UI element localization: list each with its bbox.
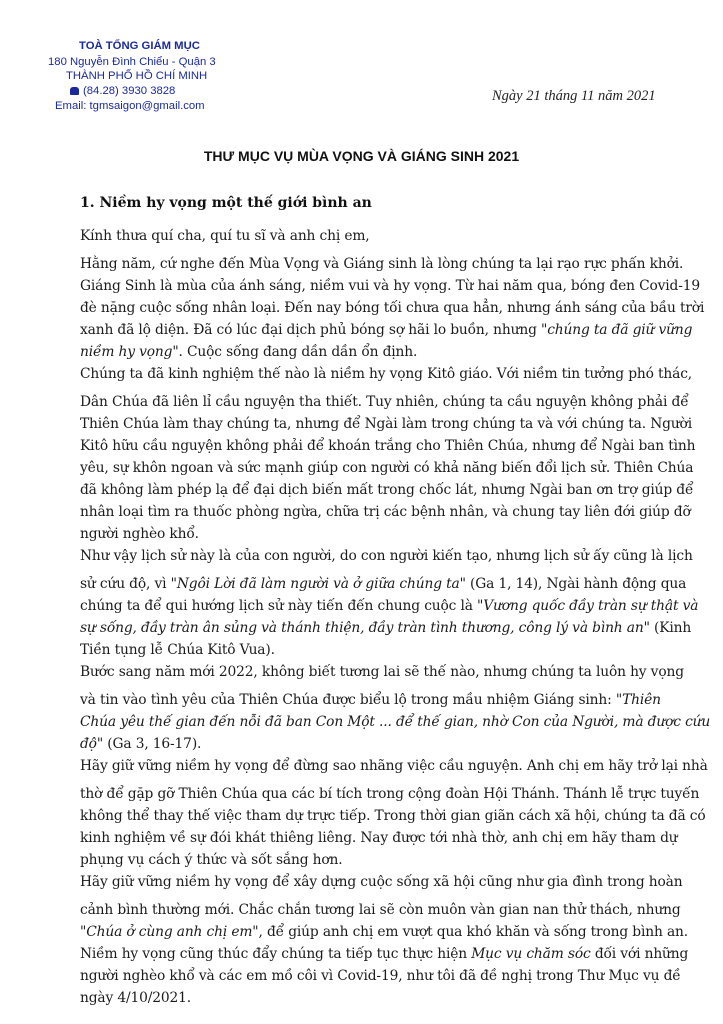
body-line bbox=[80, 228, 370, 244]
header-email: Email: tgmsaigon@gmail.com bbox=[55, 100, 205, 112]
text-run: ". Cuộc sống đang dần dần ổn định. bbox=[172, 344, 418, 360]
body-line bbox=[80, 460, 693, 476]
body-line bbox=[80, 256, 683, 272]
body-line bbox=[80, 642, 275, 658]
body-line bbox=[80, 344, 417, 360]
body-line bbox=[80, 526, 199, 542]
body-line bbox=[80, 736, 201, 752]
text-run: không thể thay thế việc tham dự trực tiếp. Trong thời gian giãn cách xã hội, chúng ta đã có bbox=[80, 808, 706, 824]
body-line bbox=[80, 924, 688, 940]
header-address-city: THÀNH PHỐ HỒ CHÍ MINH bbox=[66, 70, 208, 82]
text-run: cảnh bình thường mới. Chắc chắn tương lai sẽ còn muôn vàn gian nan thử thách, nhưng bbox=[80, 902, 681, 918]
italic-text: Mục vụ chăm sóc bbox=[471, 946, 591, 962]
italic-text: sự sống, đầy tràn ân sủng và thánh thiện, đầy tràn tình thương, công lý và bình an bbox=[80, 620, 644, 636]
header-org: TOÀ TỔNG GIÁM MỤC bbox=[79, 40, 200, 52]
letter-title: THƯ MỤC VỤ MÙA VỌNG VÀ GIÁNG SINH 2021 bbox=[203, 148, 520, 164]
body-line bbox=[80, 968, 681, 984]
text-run: xanh đã lộ diện. Đã có lúc đại dịch phủ bóng sợ hãi lo buồn, nhưng " bbox=[80, 322, 548, 338]
body-line bbox=[80, 548, 693, 564]
body-line bbox=[80, 830, 678, 846]
body-line bbox=[80, 902, 681, 918]
body-line bbox=[80, 874, 682, 890]
text-run: chúng ta để qui hướng lịch sử này tiến đến chung cuộc là " bbox=[80, 598, 484, 614]
text-run: người nghèo khổ và các em mồ côi vì Covid-19, như tôi đã đề nghị trong Thư Mục vụ đề bbox=[80, 968, 681, 984]
body-line bbox=[80, 808, 706, 824]
body-line bbox=[80, 786, 699, 802]
text-run: người nghèo khổ. bbox=[80, 526, 199, 542]
text-run: yêu, sự khôn ngoan và sức mạnh giúp con người có khả năng biến đổi lịch sử. Thiên Chúa bbox=[80, 460, 694, 476]
text-run: phụng vụ cách ý thức và sốt sắng hơn. bbox=[80, 852, 343, 868]
text-run: Kính thưa quí cha, quí tu sĩ và anh chị em, bbox=[80, 228, 370, 244]
text-run: " bbox=[80, 924, 87, 940]
italic-text: Chúa yêu thế gian đến nỗi đã ban Con Một ... để thế gian, nhờ Con của Người, mà được cứu bbox=[80, 714, 711, 730]
body-line bbox=[80, 482, 693, 498]
text-run: Niềm hy vọng cũng thúc đẩy chúng ta tiếp tục thực hiện bbox=[80, 946, 472, 962]
text-run: " (Ga 1, 14), Ngài hành động qua bbox=[459, 576, 687, 592]
text-run: đè nặng cuộc sống nhân loại. Đến nay bóng tối chưa qua hẳn, nhưng ánh sáng của bầu trời bbox=[80, 300, 705, 316]
italic-text: niềm hy vọng bbox=[80, 344, 173, 360]
phone-icon bbox=[70, 87, 79, 95]
text-run: Chúng ta đã kinh nghiệm thế nào là niềm hy vọng Kitô giáo. Với niềm tin tưởng phó thác, bbox=[80, 366, 693, 382]
text-run: ngày 4/10/2021. bbox=[80, 990, 192, 1006]
text-run: nhân loại tìm ra thuốc phòng ngừa, chữa trị các bệnh nhân, và chung tay liên đới giúp đỡ bbox=[80, 504, 691, 520]
body-line bbox=[80, 758, 708, 774]
italic-text: chúng ta đã giữ vững bbox=[547, 322, 693, 338]
text-run: Kitô hữu cầu nguyện không phải để khoán trắng cho Thiên Chúa, nhưng để Ngài ban tình bbox=[80, 438, 696, 454]
body-line bbox=[80, 366, 692, 382]
text-run: đã không làm phép lạ để đại dịch biến mất trong chốc lát, nhưng Ngài ban ơn trợ giúp để bbox=[80, 482, 694, 498]
text-run: Giáng Sinh là mùa của ánh sáng, niềm vui và hy vọng. Từ hai năm qua, bóng đen Covid-19 bbox=[80, 278, 700, 294]
body-line bbox=[80, 278, 700, 294]
text-run: sử cứu độ, vì " bbox=[80, 576, 177, 592]
text-run: kinh nghiệm về sự đói khát thiêng liêng. Nay được tới nhà thờ, anh chị em hãy tham dự bbox=[80, 830, 678, 846]
letter-date: Ngày 21 tháng 11 năm 2021 bbox=[492, 88, 656, 104]
body-line bbox=[80, 416, 692, 432]
body-line bbox=[80, 300, 704, 316]
italic-text: Thiên bbox=[622, 692, 661, 708]
text-run: Hãy giữ vững niềm hy vọng để đừng sao nhãng việc cầu nguyện. Anh chị em hãy trở lại nhà bbox=[80, 758, 708, 774]
text-run: đối với những bbox=[590, 946, 689, 962]
header-phone-number: (84.28) 3930 3828 bbox=[83, 85, 176, 97]
text-run: Tiền tụng lễ Chúa Kitô Vua). bbox=[80, 642, 275, 658]
body-line bbox=[80, 394, 689, 410]
text-run: Bước sang năm mới 2022, không biết tương lai sẽ thế nào, nhưng chúng ta luôn hy vọng bbox=[80, 664, 684, 680]
text-run: và tin vào tình yêu của Thiên Chúa được biểu lộ trong mầu nhiệm Giáng sinh: " bbox=[80, 692, 623, 708]
italic-text: Ngôi Lời đã làm người và ở giữa chúng ta bbox=[176, 576, 460, 592]
text-run: " (Ga 3, 16-17). bbox=[96, 736, 202, 752]
text-run: ", để giúp anh chị em vượt qua khó khăn và sống trong bình an. bbox=[252, 924, 689, 940]
text-run: " (Kinh bbox=[643, 620, 692, 636]
text-run: Như vậy lịch sử này là của con người, do con người kiến tạo, nhưng lịch sử ấy cũng là lịch bbox=[80, 548, 693, 564]
text-run: Thiên Chúa làm thay chúng ta, nhưng để Ngài làm trong chúng ta và với chúng ta. Người bbox=[80, 416, 692, 432]
italic-text: Chúa ở cùng anh chị em bbox=[86, 924, 253, 940]
text-run: Hãy giữ vững niềm hy vọng để xây dựng cuộc sống xã hội cũng như gia đình trong hoàn bbox=[80, 874, 683, 890]
body-line bbox=[80, 322, 692, 338]
body-line bbox=[80, 598, 698, 614]
italic-text: Vương quốc đầy tràn sự thật và bbox=[483, 598, 699, 614]
body-line bbox=[80, 504, 691, 520]
body-line bbox=[80, 852, 343, 868]
body-line bbox=[80, 990, 191, 1006]
text-run: Hằng năm, cứ nghe đến Mùa Vọng và Giáng sinh là lòng chúng ta lại rạo rực phấn khởi. bbox=[80, 256, 684, 272]
body-line bbox=[80, 946, 688, 962]
body-line bbox=[80, 692, 661, 708]
body-line bbox=[80, 714, 710, 730]
body-line bbox=[80, 438, 695, 454]
header-phone bbox=[70, 84, 175, 98]
italic-text: độ bbox=[80, 736, 97, 752]
section-heading: 1. Niềm hy vọng một thế giới bình an bbox=[80, 195, 372, 211]
text-run: Dân Chúa đã liên lỉ cầu nguyện tha thiết. Tuy nhiên, chúng ta cầu nguyện không phải để bbox=[80, 394, 689, 410]
body-line bbox=[80, 576, 686, 592]
text-run: thờ để gặp gỡ Thiên Chúa qua các bí tích trong cộng đoàn Hội Thánh. Thánh lễ trực tuyến bbox=[80, 786, 700, 802]
header-address-street: 180 Nguyễn Đình Chiểu - Quận 3 bbox=[48, 56, 216, 68]
body-line bbox=[80, 620, 691, 636]
body-line bbox=[80, 664, 684, 680]
